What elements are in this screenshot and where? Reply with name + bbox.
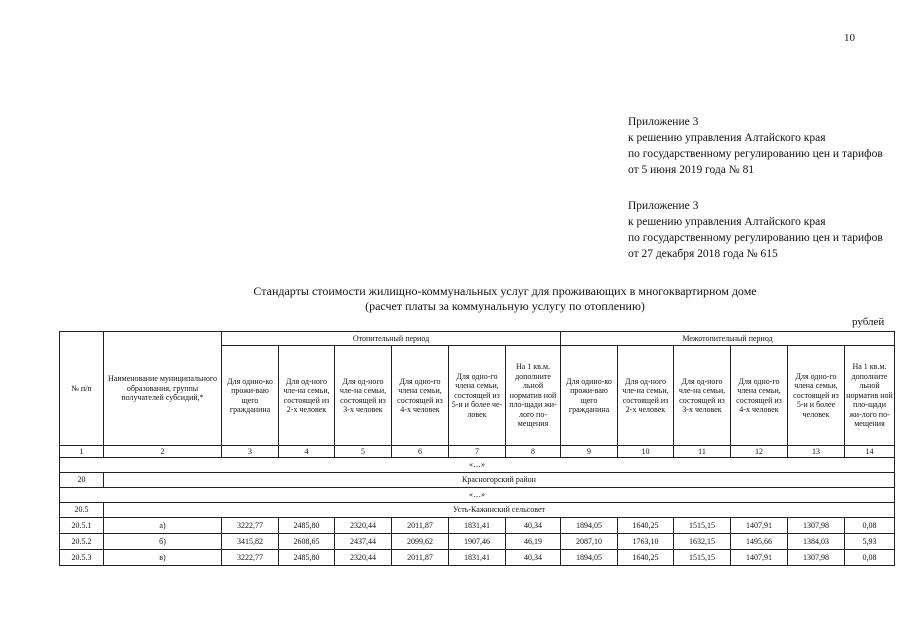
- cell-value: 1831,41: [449, 518, 506, 534]
- row-name: в): [104, 550, 222, 566]
- cell-value: 40,34: [506, 550, 561, 566]
- header-sub-col13: Для одно-го члена семьи, состоящей из 5-и и более человек: [788, 346, 845, 446]
- table-row: [60, 550, 895, 566]
- cell-value: 2011,87: [392, 550, 449, 566]
- header-row-periods: [60, 332, 895, 346]
- column-number: 7: [449, 446, 506, 458]
- column-number: 1: [60, 446, 104, 458]
- cell-value: 2608,65: [279, 534, 335, 550]
- table-row: [60, 518, 895, 534]
- cell-value: 0,08: [845, 518, 895, 534]
- standards-table: [59, 331, 895, 566]
- column-numbers-row: [60, 446, 895, 458]
- column-number: 13: [788, 446, 845, 458]
- header-heating-period: Отопительный период: [222, 332, 561, 346]
- column-number: 9: [561, 446, 618, 458]
- header-sub-col5: Для од-ного чле-на семьи, состоящей из 3-х человек: [335, 346, 392, 446]
- addendum-line: от 27 декабря 2018 года № 615: [628, 248, 778, 260]
- cell-value: 1515,15: [674, 518, 731, 534]
- cell-value: 1307,98: [788, 550, 845, 566]
- document-title: Стандарты стоимости жилищно-коммунальных услуг для проживающих в многоквартирном доме: [253, 284, 757, 298]
- cell-value: 2485,80: [279, 550, 335, 566]
- cell-value: 1515,15: [674, 550, 731, 566]
- cell-value: 5,93: [845, 534, 895, 550]
- column-number: 12: [731, 446, 788, 458]
- header-sub-col8: На 1 кв.м. дополните льной норматив ной пло-щади жи-лого по-мещения: [506, 346, 561, 446]
- cell-value: 46,19: [506, 534, 561, 550]
- cell-value: 1407,91: [731, 550, 788, 566]
- addendum-line: по государственному регулированию цен и тарифов: [628, 148, 883, 160]
- cell-value: 1384,03: [788, 534, 845, 550]
- cell-value: 2437,44: [335, 534, 392, 550]
- settlement-name: Усть-Кажинский сельсовет: [104, 503, 895, 518]
- ellipsis-row: [60, 488, 895, 503]
- cell-value: 3222,77: [222, 518, 279, 534]
- cell-value: 3222,77: [222, 550, 279, 566]
- header-sub-col4: Для од-ного чле-на семьи, состоящей из 2-х человек: [279, 346, 335, 446]
- row-name: б): [104, 534, 222, 550]
- header-sub-col3: Для одино-ко прожи-ваю щего гражданина: [222, 346, 279, 446]
- cell-value: 3415,82: [222, 534, 279, 550]
- column-number: 14: [845, 446, 895, 458]
- header-name: Наименование муниципального образования, группы получателей субсидий,*: [104, 332, 222, 446]
- ellipsis-text: «…»: [60, 488, 895, 503]
- cell-value: 1495,66: [731, 534, 788, 550]
- addendum-line: к решению управления Алтайского края: [628, 132, 826, 144]
- cell-value: 2320,44: [335, 518, 392, 534]
- column-number: 3: [222, 446, 279, 458]
- addendum-line: к решению управления Алтайского края: [628, 216, 826, 228]
- row-num: 20.5.2: [60, 534, 104, 550]
- column-number: 2: [104, 446, 222, 458]
- district-num: 20: [60, 473, 104, 488]
- column-number: 10: [618, 446, 674, 458]
- header-sub-col7: Для одно-го члена семьи, состоящей из 5-и и более че-ловек: [449, 346, 506, 446]
- column-number: 8: [506, 446, 561, 458]
- header-sub-col14: На 1 кв.м. дополните льной норматив ной пло-щади жи-лого по-мещения: [845, 346, 895, 446]
- settlement-num: 20.5: [60, 503, 104, 518]
- column-number: 5: [335, 446, 392, 458]
- cell-value: 1894,05: [561, 550, 618, 566]
- column-number: 11: [674, 446, 731, 458]
- header-sub-col11: Для од-ного чле-на семьи, состоящей из 3-х человек: [674, 346, 731, 446]
- addendum-line: Приложение 3: [628, 116, 699, 128]
- cell-value: 1407,91: [731, 518, 788, 534]
- row-name: а): [104, 518, 222, 534]
- ellipsis-text: «…»: [60, 458, 895, 473]
- cell-value: 1640,25: [618, 550, 674, 566]
- cell-value: 1907,46: [449, 534, 506, 550]
- header-interheating-period: Межотопительный период: [561, 332, 895, 346]
- addendum-2018: [628, 198, 883, 262]
- district-row: [60, 473, 895, 488]
- cell-value: 1763,10: [618, 534, 674, 550]
- cell-value: 2320,44: [335, 550, 392, 566]
- row-num: 20.5.1: [60, 518, 104, 534]
- header-num: № п/п: [60, 332, 104, 446]
- settlement-row: [60, 503, 895, 518]
- cell-value: 0,08: [845, 550, 895, 566]
- addendum-line: от 5 июня 2019 года № 81: [628, 164, 755, 176]
- addendum-line: по государственному регулированию цен и тарифов: [628, 232, 883, 244]
- cell-value: 1894,05: [561, 518, 618, 534]
- addendum-line: Приложение 3: [628, 200, 699, 212]
- cell-value: 1640,25: [618, 518, 674, 534]
- addendum-2019: [628, 114, 883, 178]
- ellipsis-row: [60, 458, 895, 473]
- cell-value: 2011,87: [392, 518, 449, 534]
- document-subtitle: (расчет платы за коммунальную услугу по отоплению): [365, 299, 645, 313]
- cell-value: 2087,10: [561, 534, 618, 550]
- header-sub-col9: Для одино-ко прожи-ваю щего гражданина: [561, 346, 618, 446]
- page-number: 10: [844, 32, 855, 44]
- header-sub-col12: Для одно-го члена семьи, состоящей из 4-х человек: [731, 346, 788, 446]
- header-sub-col6: Для одно-го члена семьи, состоящей из 4-х человек: [392, 346, 449, 446]
- row-num: 20.5.3: [60, 550, 104, 566]
- cell-value: 40,34: [506, 518, 561, 534]
- cell-value: 1632,15: [674, 534, 731, 550]
- column-number: 4: [279, 446, 335, 458]
- cell-value: 2099,62: [392, 534, 449, 550]
- cell-value: 1307,98: [788, 518, 845, 534]
- column-number: 6: [392, 446, 449, 458]
- header-sub-col10: Для од-ного чле-на семьи, состоящей из 2-х человек: [618, 346, 674, 446]
- table-row: [60, 534, 895, 550]
- units-label: рублей: [852, 316, 885, 328]
- cell-value: 2485,80: [279, 518, 335, 534]
- district-name: Красногорский район: [104, 473, 895, 488]
- cell-value: 1831,41: [449, 550, 506, 566]
